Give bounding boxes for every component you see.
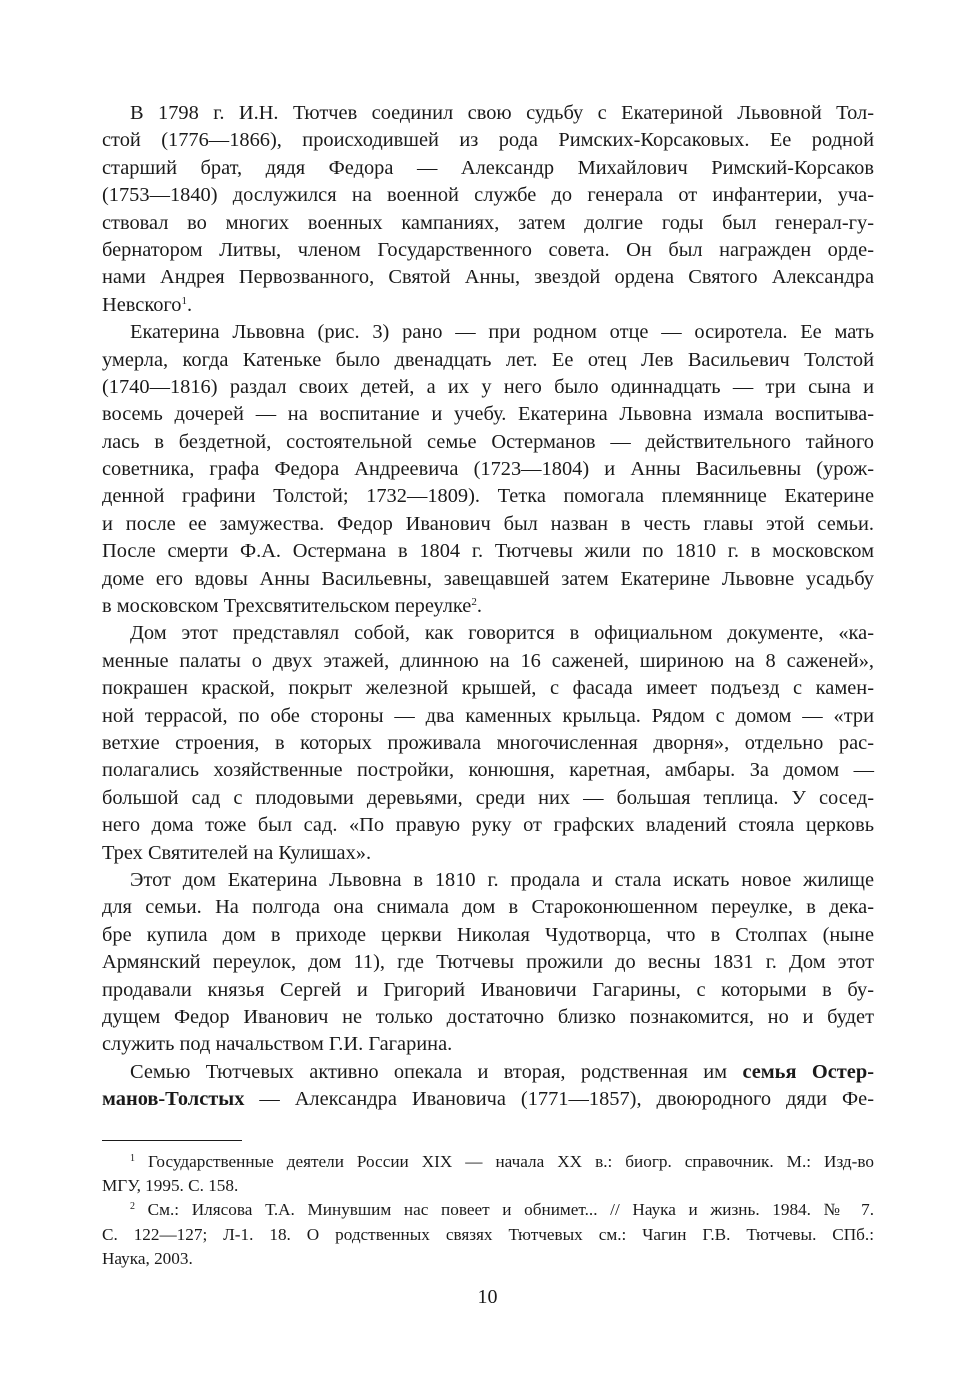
text-line: для семьи. На полгода она снимала дом в Староконюшенном переулке, в дека- (102, 896, 874, 919)
text-line: бре купила дом в приходе церкви Николая Чудотворца, что в Столпах (ныне (102, 923, 874, 946)
text-line: покрашен краской, покрыт железной крышей, с фасада имеет подъезд с камен- (102, 677, 874, 700)
footnote-ref: 2 (471, 596, 477, 609)
text-line: служить под начальством Г.И. Гагарина. (102, 1033, 453, 1056)
text-line: стой (1776—1866), происходившей из рода Римских-Корсаковых. Ее родной (102, 129, 874, 152)
text-line: и после ее замужества. Федор Иванович был назван в честь главы этой семьи. (102, 512, 874, 535)
text-line: дущем Федор Иванович не только достаточно близко познакомится, но и будет (102, 1005, 874, 1028)
paragraph (102, 867, 874, 1059)
paragraph (102, 620, 874, 867)
text-line: (1753—1840) дослужился на военной службе до генерала от инфантерии, уча- (102, 184, 874, 207)
text-line: старший брат, дядя Федора — Александр Михайлович Римский-Корсаков (102, 156, 874, 179)
bold-term: манов-Толстых (102, 1088, 245, 1111)
bold-term: семья Остер- (742, 1060, 874, 1083)
footnote-line: МГУ, 1995. С. 158. (102, 1176, 239, 1196)
footnote (102, 1198, 874, 1271)
text-line: в московском Трехсвятительском переулке$^2$. (102, 595, 482, 618)
footnote-number: 2 (130, 1201, 135, 1213)
text-line: денной графини Толстой; 1732—1809). Тетка помогала племяннице Екатерине (102, 485, 874, 508)
text-line: манов-Толстых — Александра Ивановича (1771—1857), двоюродного дяди Фе- (102, 1088, 874, 1111)
text-line: Армянский переулок, дом 11), где Тютчевы прожили до весны 1831 г. Дом этот (102, 951, 874, 974)
text-line: умерла, когда Катеньке было двенадцать лет. Ее отец Лев Васильевич Толстой (102, 348, 874, 371)
footnote-separator (102, 1140, 242, 1141)
text-line: большой сад с плодовыми деревьями, среди них — большая теплица. У сосед- (102, 786, 874, 809)
text-line: Екатерина Львовна (рис. 3) рано — при родном отце — осиротела. Ее мать (130, 321, 874, 344)
footnote-ref: 1 (181, 294, 187, 307)
paragraph (102, 319, 874, 620)
paragraph (102, 1059, 874, 1114)
footnote-line: С. 122—127; Л-1. 18. О родственных связях Тютчевых см.: Чагин Г.В. Тютчевы. СПб.: (102, 1224, 874, 1244)
text-line: лась в бездетной, состоятельной семье Остерманов — действительного тайного (102, 430, 874, 453)
footnote-line: $^1$ Государственные деятели России XIX — начала XX в.: биогр. справочник. М.: Изд-во (130, 1152, 874, 1171)
text-line: нами Андрея Первозванного, Святой Анны, звездой ордена Святого Александра (102, 266, 874, 289)
text-line: Дом этот представлял собой, как говорится в официальном документе, «ка- (130, 622, 874, 645)
main-text (102, 100, 874, 1113)
text-line: Трех Святителей на Кулишах». (102, 841, 372, 864)
page-number: 10 (477, 1286, 498, 1308)
text-line: менные палаты о двух этажей, длинною на 16 саженей, шириною на 8 саженей», (102, 649, 874, 672)
text-line: После смерти Ф.А. Остермана в 1804 г. Тютчевы жили по 1810 г. в московском (102, 540, 874, 563)
text-line: доме его вдовы Анны Васильевны, завещавшей затем Екатерине Львовне усадьбу (102, 567, 874, 590)
footnote-number: 1 (130, 1153, 135, 1164)
text-line: него дома тоже был сад. «По правую руку от графских владений стояла церковь (102, 814, 874, 837)
text-line: Невского$^1$. (102, 293, 193, 316)
text-line: восемь дочерей — на воспитание и учебу. Екатерина Львовна измала воспитыва- (102, 403, 874, 426)
text-line: Семью Тютчевых активно опекала и вторая, родственная им семья Остер- (130, 1060, 874, 1083)
footnote-line: Наука, 2003. (102, 1248, 193, 1268)
footnote-line: $^2$ См.: Илясова Т.А. Минувшим нас повеет и обнимет... // Наука и жизнь. 1984. № 7. (130, 1200, 874, 1220)
text-line: В 1798 г. И.Н. Тютчев соединил свою судьбу с Екатериной Львовной Тол- (130, 102, 874, 124)
text-line: полагались хозяйственные постройки, конюшня, каретная, амбары. За домом — (102, 759, 874, 782)
text-line: ветхие строения, в которых проживала многочисленная дворня», отдельно рас- (102, 731, 874, 754)
footnotes (102, 1150, 874, 1271)
text-line: советника, графа Федора Андреевича (1723—1804) и Анны Васильевны (урож- (102, 458, 874, 481)
text-line: ной террасой, по обе стороны — два каменных крыльца. Рядом с домом — «три (102, 704, 874, 727)
text-line: ствовал во многих военных кампаниях, затем долгие годы был генерал-гу- (102, 211, 874, 234)
text-line: продавали князья Сергей и Григорий Ивановичи Гагарины, с которыми в бу- (102, 978, 874, 1001)
footnote (102, 1150, 874, 1198)
text-line: (1740—1816) раздал своих детей, а их у него было одиннадцать — три сына и (102, 375, 874, 398)
text-line: Этот дом Екатерина Львовна в 1810 г. продала и стала искать новое жилище (130, 868, 874, 891)
paragraph (102, 100, 874, 319)
text-line: бернатором Литвы, членом Государственного совета. Он был награжден орде- (102, 238, 874, 261)
